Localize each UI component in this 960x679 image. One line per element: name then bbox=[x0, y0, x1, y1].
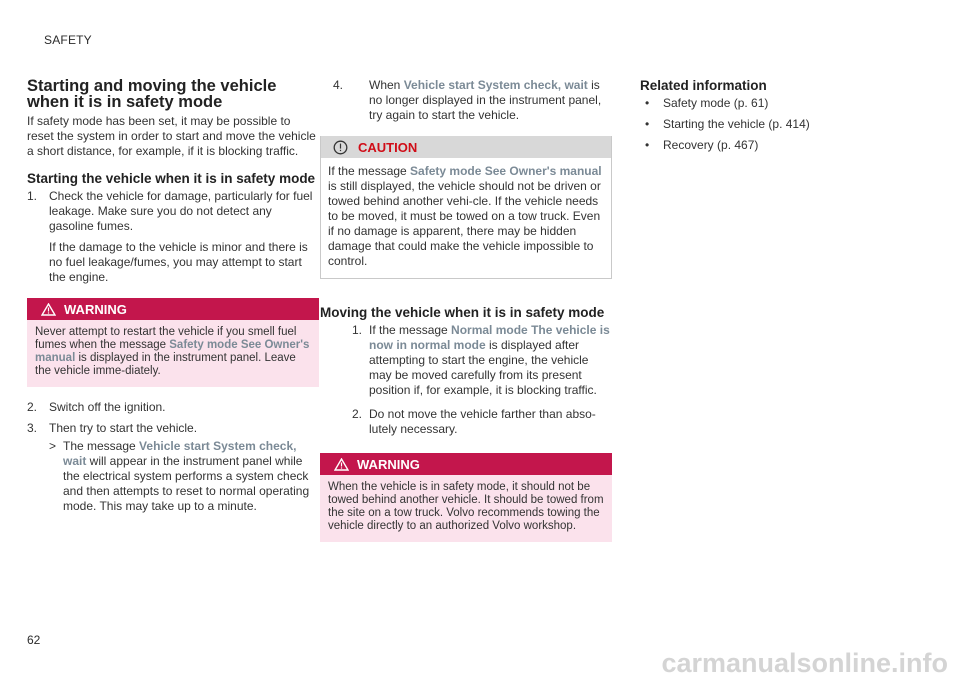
step-text-b: is displayed after attempting to start the engine, the vehicle may be moved carefully from its present position if, for example, it is blocking traffic. bbox=[369, 338, 597, 397]
caution-highlight: Safety mode See Owner's manual bbox=[410, 164, 602, 178]
step-result bbox=[49, 439, 319, 514]
column-2 bbox=[320, 78, 612, 555]
warning-text-b: is displayed in the instrument panel. Leave the vehicle imme-diately. bbox=[35, 352, 296, 377]
related-link-label: Recovery (p. 467) bbox=[663, 138, 759, 152]
starting-steps-list-continued bbox=[27, 400, 319, 514]
list-item bbox=[27, 400, 319, 415]
related-link-label: Safety mode (p. 61) bbox=[663, 96, 769, 110]
step-subtext: If the damage to the vehicle is minor and there is no fuel leakage/fumes, you may attempt to start the engine. bbox=[49, 240, 308, 284]
caution-label: CAUTION bbox=[358, 139, 418, 155]
caution-body bbox=[321, 158, 611, 278]
step-number: 1. bbox=[352, 323, 363, 337]
list-item bbox=[320, 407, 612, 437]
warning-header bbox=[320, 453, 612, 475]
step-text: Check the vehicle for damage, particularly for fuel leakage. Make sure you do not detect any gasoline fumes. bbox=[49, 189, 313, 233]
related-link-recovery[interactable] bbox=[640, 138, 900, 153]
warning-label: WARNING bbox=[357, 456, 420, 472]
section-title: Starting and moving the vehicle when it is in safety mode bbox=[27, 77, 277, 111]
result-text-b: will appear in the instrument panel while the electrical system performs a system check and then attempts to reset to normal operating mode. This may take up to a minute. bbox=[63, 454, 310, 513]
related-info-list bbox=[640, 96, 900, 153]
step-number: 2. bbox=[352, 407, 363, 421]
step-text-b: is no longer displayed in the instrument panel, try again to start the vehicle. bbox=[369, 78, 602, 122]
list-item bbox=[27, 189, 319, 285]
caution-text-a: If the message bbox=[328, 164, 411, 178]
related-info-title: Related information bbox=[640, 78, 767, 93]
step-text-a: If the message bbox=[369, 323, 452, 337]
warning-body bbox=[27, 320, 319, 387]
list-item bbox=[320, 78, 612, 123]
watermark-logo: carmanualsonline.info bbox=[661, 648, 948, 678]
warning-body: When the vehicle is in safety mode, it should not be towed behind another vehicle. It should be towed from the site on a tow truck. Volvo recommends towing the vehicle directly to an authorized Volvo workshop. bbox=[328, 481, 604, 532]
step-number: 4. bbox=[333, 78, 344, 92]
subsection-title-starting: Starting the vehicle when it is in safety mode bbox=[27, 171, 316, 186]
moving-steps-list bbox=[320, 323, 612, 437]
warning-box bbox=[27, 298, 319, 387]
step-number: 2. bbox=[27, 400, 38, 414]
step-number: 3. bbox=[27, 421, 38, 435]
caution-header bbox=[321, 136, 611, 158]
step-text: Switch off the ignition. bbox=[49, 400, 166, 414]
intro-paragraph: If safety mode has been set, it may be possible to reset the system in order to start and move the vehicle a short distance, for example, if it is blocking traffic. bbox=[27, 114, 316, 158]
step-highlight: Normal mode The vehicle is now in normal mode bbox=[369, 323, 610, 352]
warning-text-a: Never attempt to restart the vehicle if you smell fuel fumes when the message bbox=[35, 326, 297, 351]
related-link-starting-vehicle[interactable] bbox=[640, 117, 900, 132]
caution-exclamation-icon bbox=[333, 140, 348, 155]
caution-box bbox=[320, 136, 612, 279]
page-header: SAFETY bbox=[44, 33, 92, 47]
step-text-a: When bbox=[369, 78, 404, 92]
page-number: 62 bbox=[27, 633, 41, 647]
warning-label: WARNING bbox=[64, 301, 127, 317]
column-3 bbox=[640, 78, 900, 159]
result-text-a: The message bbox=[63, 439, 140, 453]
bullet: • bbox=[645, 117, 650, 131]
related-link-label: Starting the vehicle (p. 414) bbox=[663, 117, 810, 131]
warning-triangle-icon bbox=[334, 458, 349, 471]
caution-text-b: is still displayed, the vehicle should not be driven or towed behind another vehi-cle. If the vehicle needs to be moved, it must be towed on a tow truck. Even if no damage is apparent, there may be hidden damage that could make the vehicle impossible to control. bbox=[328, 179, 601, 268]
bullet: • bbox=[645, 138, 650, 152]
warning-highlight: Safety mode See Owner's manual bbox=[35, 339, 310, 364]
step-text: Do not move the vehicle farther than abso-lutely necessary. bbox=[369, 407, 596, 436]
related-link-safety-mode[interactable] bbox=[640, 96, 900, 111]
list-item bbox=[27, 421, 319, 514]
subsection-title-moving: Moving the vehicle when it is in safety mode bbox=[320, 305, 605, 320]
result-marker: > bbox=[49, 439, 57, 453]
starting-steps-list-end bbox=[320, 78, 612, 123]
step-highlight: Vehicle start System check, wait bbox=[403, 78, 588, 92]
warning-box-towing bbox=[320, 453, 612, 542]
warning-triangle-icon bbox=[41, 303, 56, 316]
warning-header bbox=[27, 298, 319, 320]
step-text: Then try to start the vehicle. bbox=[49, 421, 198, 435]
bullet: • bbox=[645, 96, 650, 110]
step-number: 1. bbox=[27, 189, 38, 203]
result-highlight: Vehicle start System check, wait bbox=[63, 439, 297, 468]
list-item bbox=[320, 323, 612, 398]
column-1 bbox=[27, 78, 319, 520]
starting-steps-list bbox=[27, 189, 319, 285]
